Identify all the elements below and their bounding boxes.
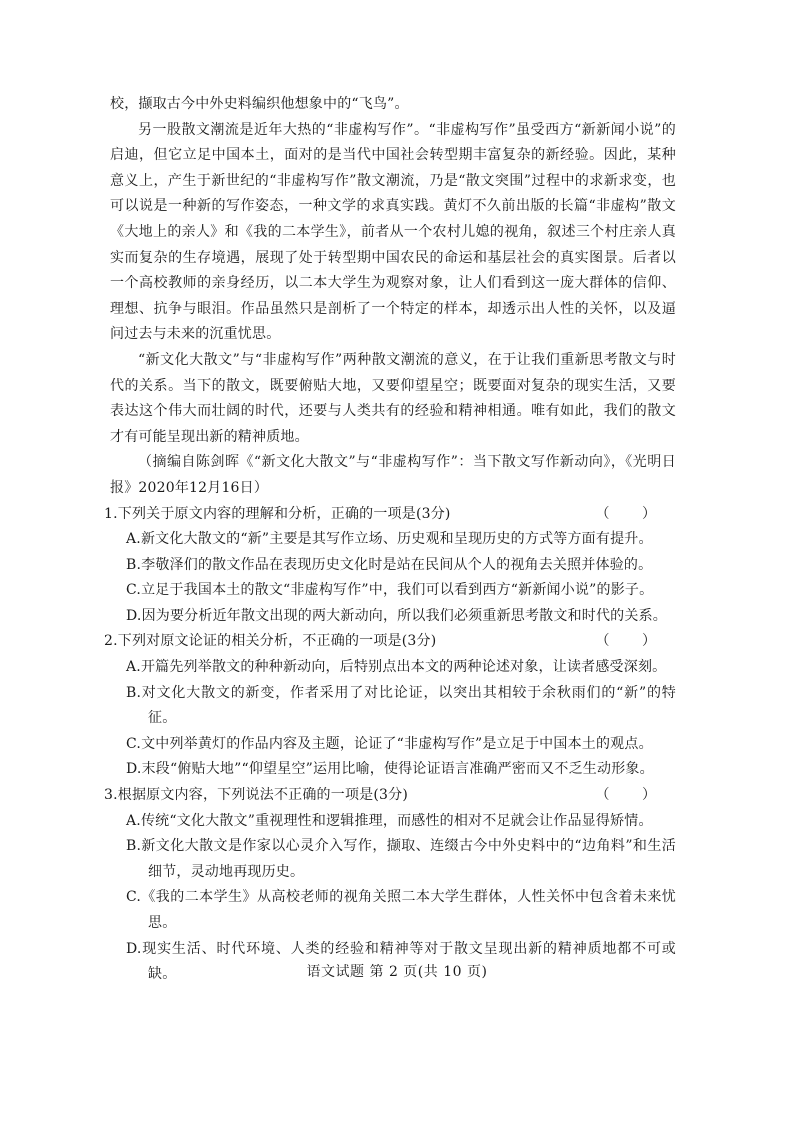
question-stem	[104, 502, 676, 528]
answer-bracket: （ ）	[595, 633, 670, 650]
option-b: B.李敬泽们的散文作品在表现历史文化时是站在民间从个人的视角去关照并体验的。	[126, 556, 653, 573]
option-a: A.新文化大散文的“新”主要是其写作立场、历史观和呈现历史的方式等方面有提升。	[126, 531, 653, 548]
option-c: C.文中列举黄灯的作品内容及主题，论证了“非虚构写作”是立足于中国本土的观点。	[126, 735, 653, 752]
passage-source: （摘编自陈剑晖《“新文化大散文”与“非虚构写作”：当下散文写作新动向》，《光明日报》2020年12月16日）	[110, 454, 676, 496]
question-stem	[104, 783, 676, 809]
option-b: B.新文化大散文是作家以心灵介入写作，撷取、连缀古今中外史料中的“边角料”和生活细节，灵动地再现历史。	[126, 838, 676, 880]
option-c: C.《我的二本学生》从高校老师的视角关照二本大学生群体，人性关怀中包含着未来忧思。	[126, 889, 676, 931]
question-3	[104, 783, 676, 988]
passage-paragraph-0: 校，撷取古今中外史料编织他想象中的“飞鸟”。	[110, 96, 409, 112]
passage-paragraph-2: “新文化大散文”与“非虚构写作”两种散文潮流的意义，在于让我们重新思考散文与时代的关系。当下的散文，既要俯贴大地，又要仰望星空；既要面对复杂的现实生活，又要表达这个伟大而壮阔的时代，还要与人类共有的经验和精神相通。唯有如此，我们的散文才有可能呈现出新的精神质地。	[110, 351, 676, 445]
page-content	[104, 92, 676, 988]
question-stem-text: 3.根据原文内容，下列说法不正确的一项是(3分)	[104, 787, 408, 804]
option-a: A.开篇先列举散文的种种新动向，后特别点出本文的两种论述对象，让读者感受深刻。	[126, 659, 667, 676]
option-a: A.传统“文化大散文”重视理性和逻辑推理，而感性的相对不足就会让作品显得矫情。	[126, 812, 653, 829]
option-d: D.现实生活、时代环境、人类的经验和精神等对于散文呈现出新的精神质地都不可或缺。	[126, 940, 676, 983]
question-stem-text: 2.下列对原文论证的相关分析，不正确的一项是(3分)	[104, 633, 437, 650]
option-d: D.因为要分析近年散文出现的两大新动向，所以我们必须重新思考散文和时代的关系。	[126, 607, 667, 624]
answer-bracket: （ ）	[595, 505, 670, 522]
question-2	[104, 629, 676, 783]
option-d: D.末段“俯贴大地”“仰望星空”运用比喻，使得论证语言准确严密而又不乏生动形象。	[126, 761, 654, 778]
answer-bracket: （ ）	[595, 787, 670, 804]
question-stem-text: 1.下列关于原文内容的理解和分析，正确的一项是(3分)	[104, 505, 451, 522]
question-stem	[104, 629, 676, 655]
question-1	[104, 502, 676, 630]
option-b: B.对文化大散文的新变，作者采用了对比论证，以突出其相较于余秋雨们的“新”的特征。	[126, 684, 676, 727]
option-c: C.立足于我国本土的散文“非虚构写作”中，我们可以看到西方“新新闻小说”的影子。	[126, 582, 654, 599]
passage-paragraph-1: 另一股散文潮流是近年大热的“非虚构写作”。“非虚构写作”虽受西方“新新闻小说”的启迪，但它立足中国本土，面对的是当代中国社会转型期丰富复杂的新经验。因此，某种意义上，产生于新世纪的“非虚构写作”散文潮流，乃是“散文突围”过程中的求新求变，也可以说是一种新的写作姿态，一种文学的求真实践。黄灯不久前出版的长篇“非虚构”散文《大地上的亲人》和《我的二本学生》，前者从一个农村儿媳的视角，叙述三个村庄亲人真实而复杂的生存境遇，展现了处于转型期中国农民的命运和基层社会的真实图景。后者以一个高校教师的亲身经历，以二本大学生为观察对象，让人们看到这一庞大群体的信仰、理想、抗争与眼泪。作品虽然只是剖析了一个特定的样本，却透示出人性的关怀，以及逼问过去与未来的沉重忧思。	[110, 121, 676, 343]
page-footer: 语文试题 第 2 页(共 10 页)	[306, 964, 488, 980]
